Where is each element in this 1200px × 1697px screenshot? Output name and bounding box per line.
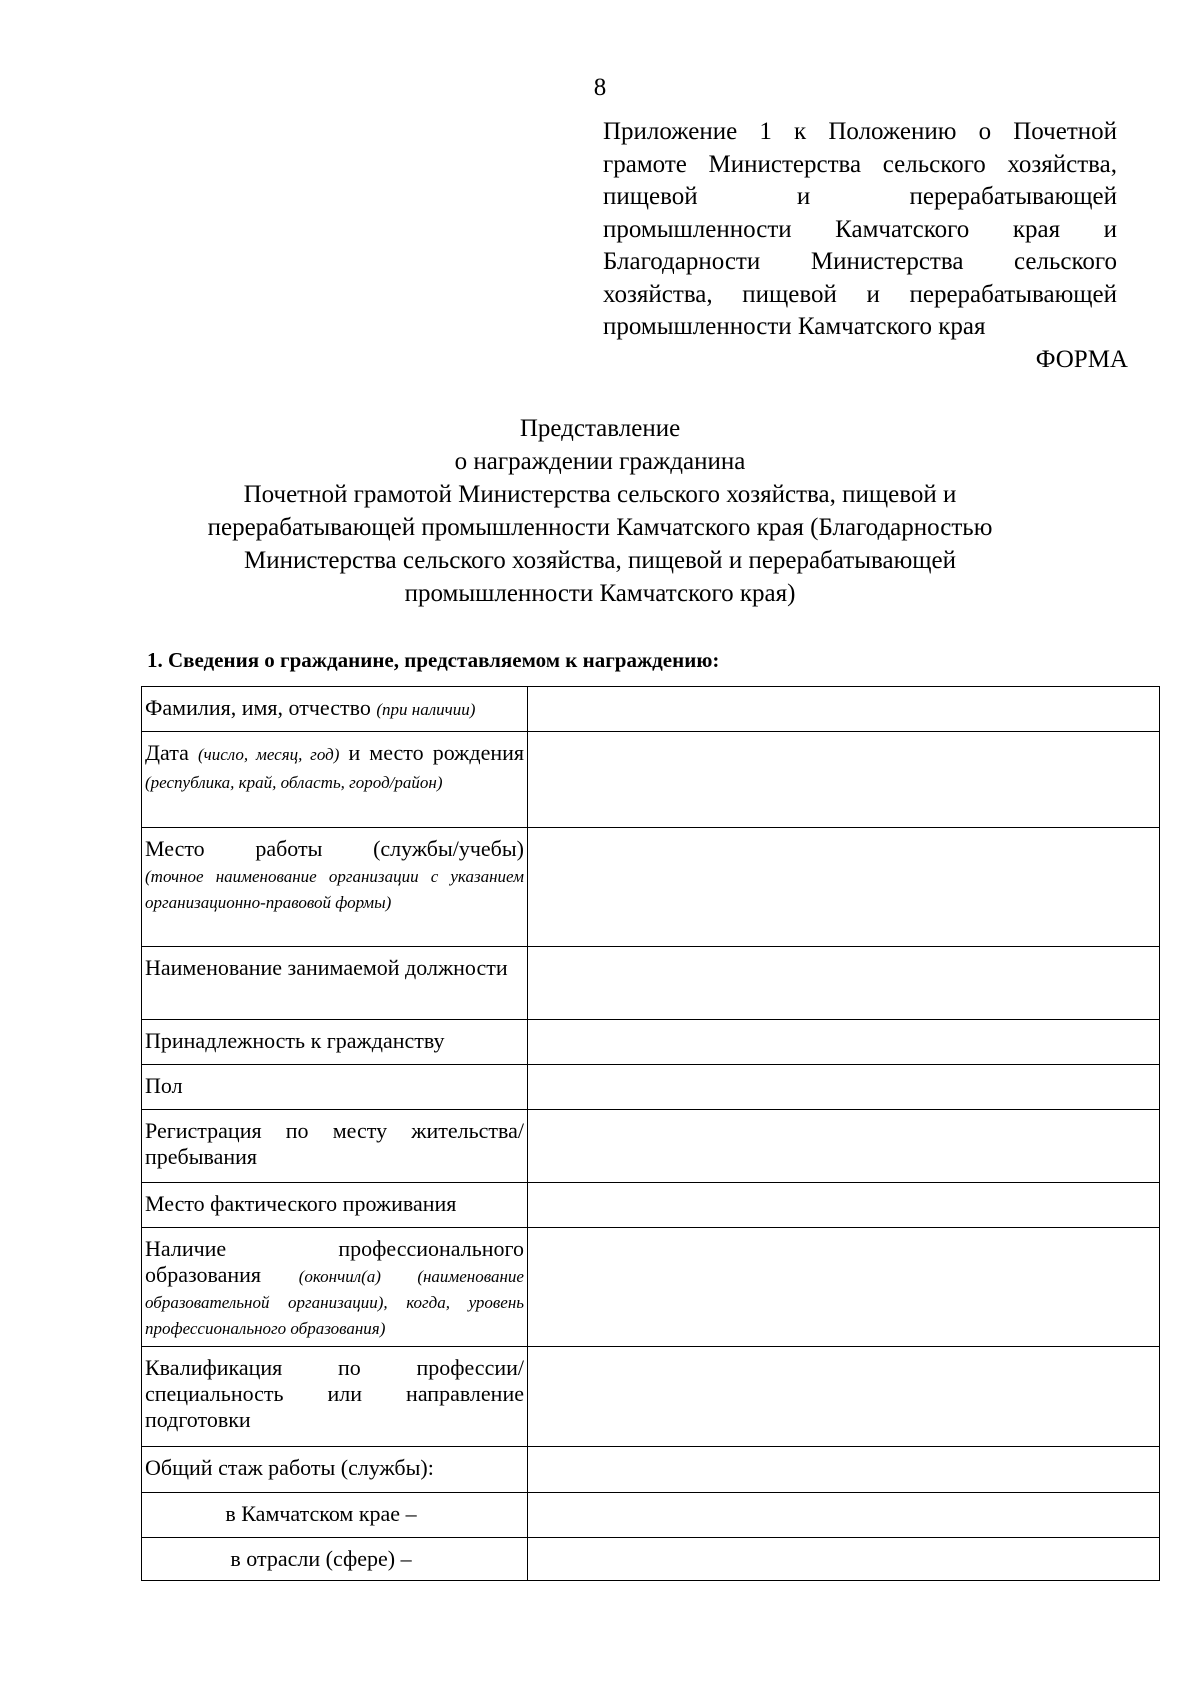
table-row — [142, 687, 1160, 732]
table-row — [142, 947, 1160, 1020]
table-row — [142, 1183, 1160, 1228]
residence-field[interactable] — [528, 1183, 1160, 1228]
label-gender: Пол — [142, 1065, 528, 1110]
table-row — [142, 1228, 1160, 1347]
registration-field[interactable] — [528, 1110, 1160, 1183]
title-line: перерабатывающей промышленности Камчатского края (Благодарностью — [207, 514, 993, 541]
table-row — [142, 828, 1160, 947]
gender-field[interactable] — [528, 1065, 1160, 1110]
table-row — [142, 1493, 1160, 1538]
title-line: Представление — [519, 415, 681, 442]
title-line: промышленности Камчатского края) — [404, 580, 796, 607]
label-qualification: Квалификация по профессии/ специальность или направление подготовки — [142, 1347, 528, 1447]
table-row — [142, 1347, 1160, 1447]
label-kamchatka-experience: в Камчатском крае – — [142, 1493, 528, 1538]
total-experience-field[interactable] — [528, 1447, 1160, 1493]
label-full-name: Фамилия, имя, отчество (при наличии) — [142, 687, 528, 732]
table-row — [142, 1538, 1160, 1581]
label-birth: Дата (число, месяц, год) и место рождения (республика, край, область, город/район) — [142, 732, 528, 828]
kamchatka-experience-field[interactable] — [528, 1493, 1160, 1538]
position-field[interactable] — [528, 947, 1160, 1020]
label-residence: Место фактического проживания — [142, 1183, 528, 1228]
table-row — [142, 732, 1160, 828]
label-industry-experience: в отрасли (сфере) – — [142, 1538, 528, 1581]
title-line: Почетной грамотой Министерства сельского хозяйства, пищевой и — [243, 481, 957, 508]
birth-field[interactable] — [528, 732, 1160, 828]
table-row — [142, 1020, 1160, 1065]
label-registration: Регистрация по месту жительства/ пребывания — [142, 1110, 528, 1183]
appendix-note: Приложение 1 к Положению о Почетной грамоте Министерства сельского хозяйства, пищевой и перерабатывающей промышленности Камчатского края и Благодарности Министерства сельского хозяйства, пищевой и перерабатывающей промышленности Камчатского края — [603, 118, 1117, 340]
label-workplace: Место работы (службы/учебы) (точное наименование организации с указанием организационно-правовой формы) — [142, 828, 528, 947]
title-line: Министерства сельского хозяйства, пищевой и перерабатывающей — [244, 547, 956, 574]
qualification-field[interactable] — [528, 1347, 1160, 1447]
label-total-experience: Общий стаж работы (службы): — [142, 1447, 528, 1493]
document-title — [150, 412, 1050, 610]
page-number: 8 — [593, 74, 607, 101]
table-row — [142, 1110, 1160, 1183]
title-line: о награждении гражданина — [454, 448, 746, 475]
form-label: ФОРМА — [1035, 346, 1128, 373]
citizen-info-table — [141, 686, 1160, 1581]
industry-experience-field[interactable] — [528, 1538, 1160, 1581]
table-row — [142, 1447, 1160, 1493]
full-name-field[interactable] — [528, 687, 1160, 732]
education-field[interactable] — [528, 1228, 1160, 1347]
label-position: Наименование занимаемой должности — [142, 947, 528, 1020]
label-citizenship: Принадлежность к гражданству — [142, 1020, 528, 1065]
label-education: Наличие профессионального образования (окончил(а) (наименование образовательной организации), когда, уровень профессионального образования) — [142, 1228, 528, 1347]
citizenship-field[interactable] — [528, 1020, 1160, 1065]
workplace-field[interactable] — [528, 828, 1160, 947]
section-heading: 1. Сведения о гражданине, представляемом к награждению: — [147, 648, 720, 672]
table-row — [142, 1065, 1160, 1110]
